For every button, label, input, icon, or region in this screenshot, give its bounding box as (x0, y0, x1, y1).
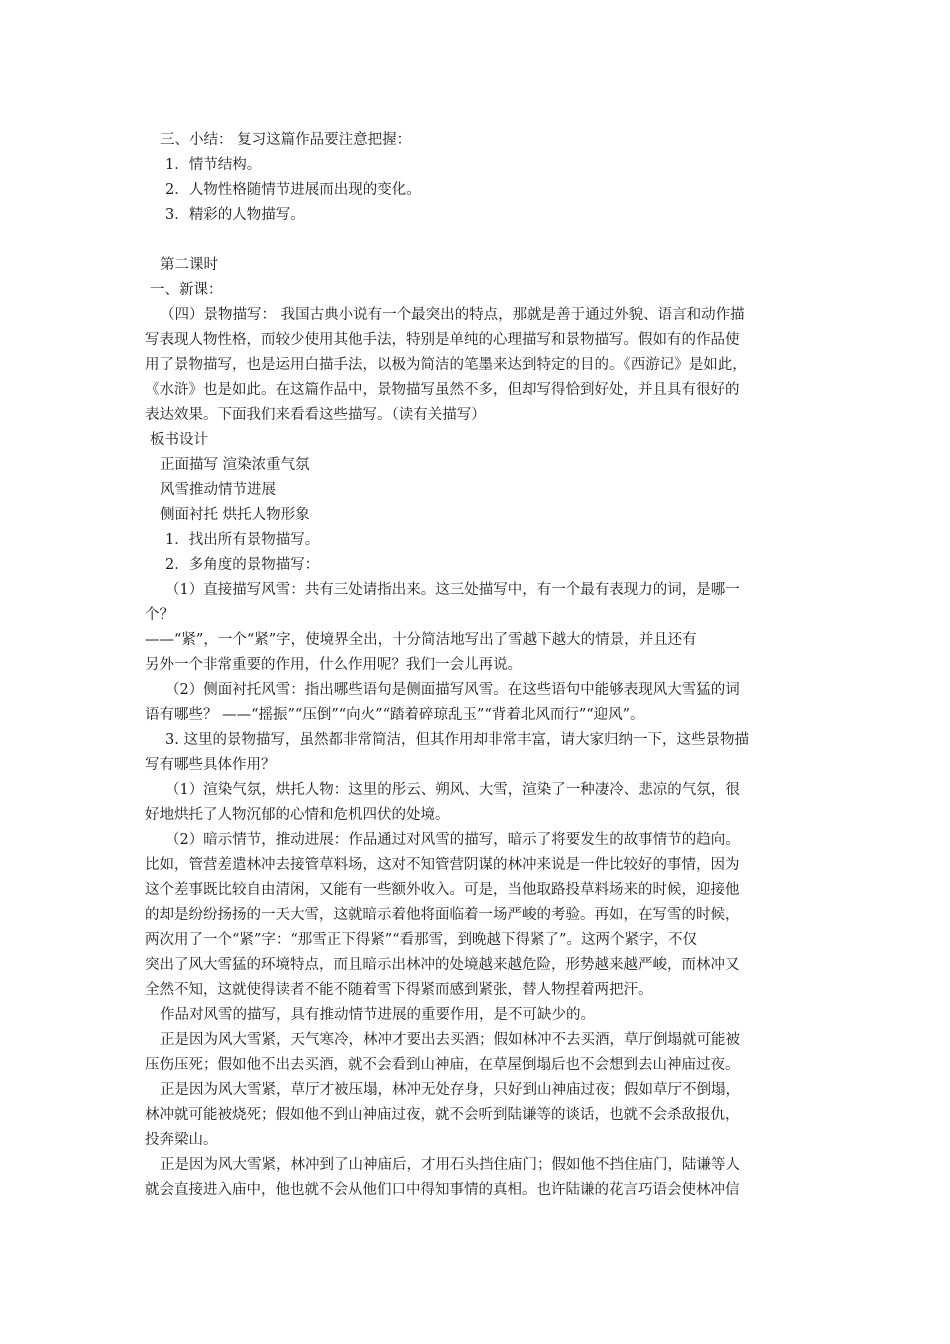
paragraph-line: 压伤压死；假如他不出去买酒，就不会看到山神庙，在草屋倒塌后也不会想到去山神庙过夜。 (145, 1057, 740, 1073)
list-item: 2．多角度的景物描写： (165, 557, 320, 573)
paragraph-line: 语有哪些？ ——“摇振”“压倒”“向火”“踏着碎琼乱玉”“背着北风而行”“迎风”。 (145, 707, 645, 723)
board-design-line: 风雪推动情节进展 (160, 482, 276, 498)
paragraph-line: （2）暗示情节，推动进展：作品通过对风雪的描写，暗示了将要发生的故事情节的趋向。 (165, 832, 740, 848)
paragraph-line: （1）渲染气氛，烘托人物：这里的彤云、朔风、大雪，渲染了一种凄冷、悲凉的气氛，很 (165, 782, 740, 798)
paragraph-line: 作品对风雪的描写，具有推动情节进展的重要作用，是不可缺少的。 (160, 1007, 595, 1023)
paragraph-line: 正是因为风大雪紧，天气寒冷，林冲才要出去买酒；假如林冲不去买酒，草厅倒塌就可能被 (160, 1032, 740, 1048)
board-design-line: 侧面衬托 烘托人物形象 (160, 507, 310, 523)
paragraph-line: 突出了风大雪猛的环境特点，而且暗示出林冲的处境越来越危险，形势越来越严峻，而林冲又 (145, 957, 740, 973)
paragraph-line: 这个差事既比较自由清闲，又能有一些额外收入。可是，当他取路投草料场来的时候，迎接他 (145, 882, 740, 898)
paragraph-line: 就会直接进入庙中，他也就不会从他们口中得知事情的真相。也许陆谦的花言巧语会使林冲信 (145, 1182, 740, 1198)
paragraph-line: 的却是纷纷扬扬的一天大雪，这就暗示着他将面临着一场严峻的考验。再如，在写雪的时候， (145, 907, 740, 923)
paragraph-line: 另外一个非常重要的作用，什么作用呢？我们一会儿再说。 (145, 657, 522, 673)
list-item: 1．找出所有景物描写。 (165, 532, 320, 548)
paragraph-line: （1）直接描写风雪：共有三处请指出来。这三处描写中，有一个最有表现力的词，是哪一 (165, 582, 740, 598)
paragraph-line: 表达效果。下面我们来看看这些描写。（读有关描写） (145, 407, 486, 423)
paragraph-line: 个？ (145, 607, 174, 623)
paragraph-line: 全然不知，这就使得读者不能不随着雪下得紧而感到紧张，替人物捏着两把汗。 (145, 982, 653, 998)
summary-item: 1．情节结构。 (165, 157, 262, 173)
paragraph-line: 比如，管营差遣林冲去接管草料场，这对不知管营阴谋的林冲来说是一件比较好的事情，因为 (145, 857, 740, 873)
paragraph-line: 用了景物描写，也是运用白描手法，以极为简洁的笔墨来达到特定的目的。《西游记》是如此， (145, 357, 747, 373)
paragraph-line: 写有哪些具体作用？ (145, 757, 276, 773)
summary-item: 3．精彩的人物描写。 (165, 207, 305, 223)
section-heading: 一、新课： (150, 282, 223, 298)
summary-heading: 三、小结： 复习这篇作品要注意把握： (160, 132, 412, 148)
board-design-title: 板书设计 (150, 432, 208, 448)
summary-item: 2．人物性格随情节进展而出现的变化。 (165, 182, 421, 198)
paragraph-line: （四）景物描写： 我国古典小说有一个最突出的特点，那就是善于通过外貌、语言和动作描 (160, 307, 745, 323)
paragraph-line: 正是因为风大雪紧，草厅才被压塌，林冲无处存身，只好到山神庙过夜；假如草厅不倒塌， (160, 1082, 740, 1098)
paragraph-line: ——“紧”，一个“紧”字，使境界全出，十分简洁地写出了雪越下越大的情景，并且还有 (145, 632, 697, 648)
paragraph-line: 好地烘托了人物沉郁的心情和危机四伏的处境。 (145, 807, 450, 823)
paragraph-line: 正是因为风大雪紧，林冲到了山神庙后，才用石头挡住庙门；假如他不挡住庙门，陆谦等人 (160, 1157, 740, 1173)
paragraph-line: （2）侧面衬托风雪：指出哪些语句是侧面描写风雪。在这些语句中能够表现风大雪猛的词 (165, 682, 740, 698)
paragraph-line: 林冲就可能被烧死；假如他不到山神庙过夜，就不会听到陆谦等的谈话，也就不会杀敌报仇， (145, 1107, 740, 1123)
paragraph-line: 写表现人物性格，而较少使用其他手法，特别是单纯的心理描写和景物描写。假如有的作品使 (145, 332, 740, 348)
paragraph-line: 《水浒》也是如此。在这篇作品中，景物描写虽然不多，但却写得恰到好处，并且具有很好的 (145, 382, 740, 398)
paragraph-line: 3. 这里的景物描写，虽然都非常简洁，但其作用却非常丰富，请大家归纳一下，这些景物描 (165, 732, 749, 748)
paragraph-line: 两次用了一个“紧”字：“那雪正下得紧”“看那雪，到晚越下得紧了”。这两个紧字，不仅 (145, 932, 697, 948)
board-design-line: 正面描写 渲染浓重气氛 (160, 457, 310, 473)
paragraph-line: 投奔梁山。 (145, 1132, 218, 1148)
lesson-title: 第二课时 (160, 257, 218, 273)
